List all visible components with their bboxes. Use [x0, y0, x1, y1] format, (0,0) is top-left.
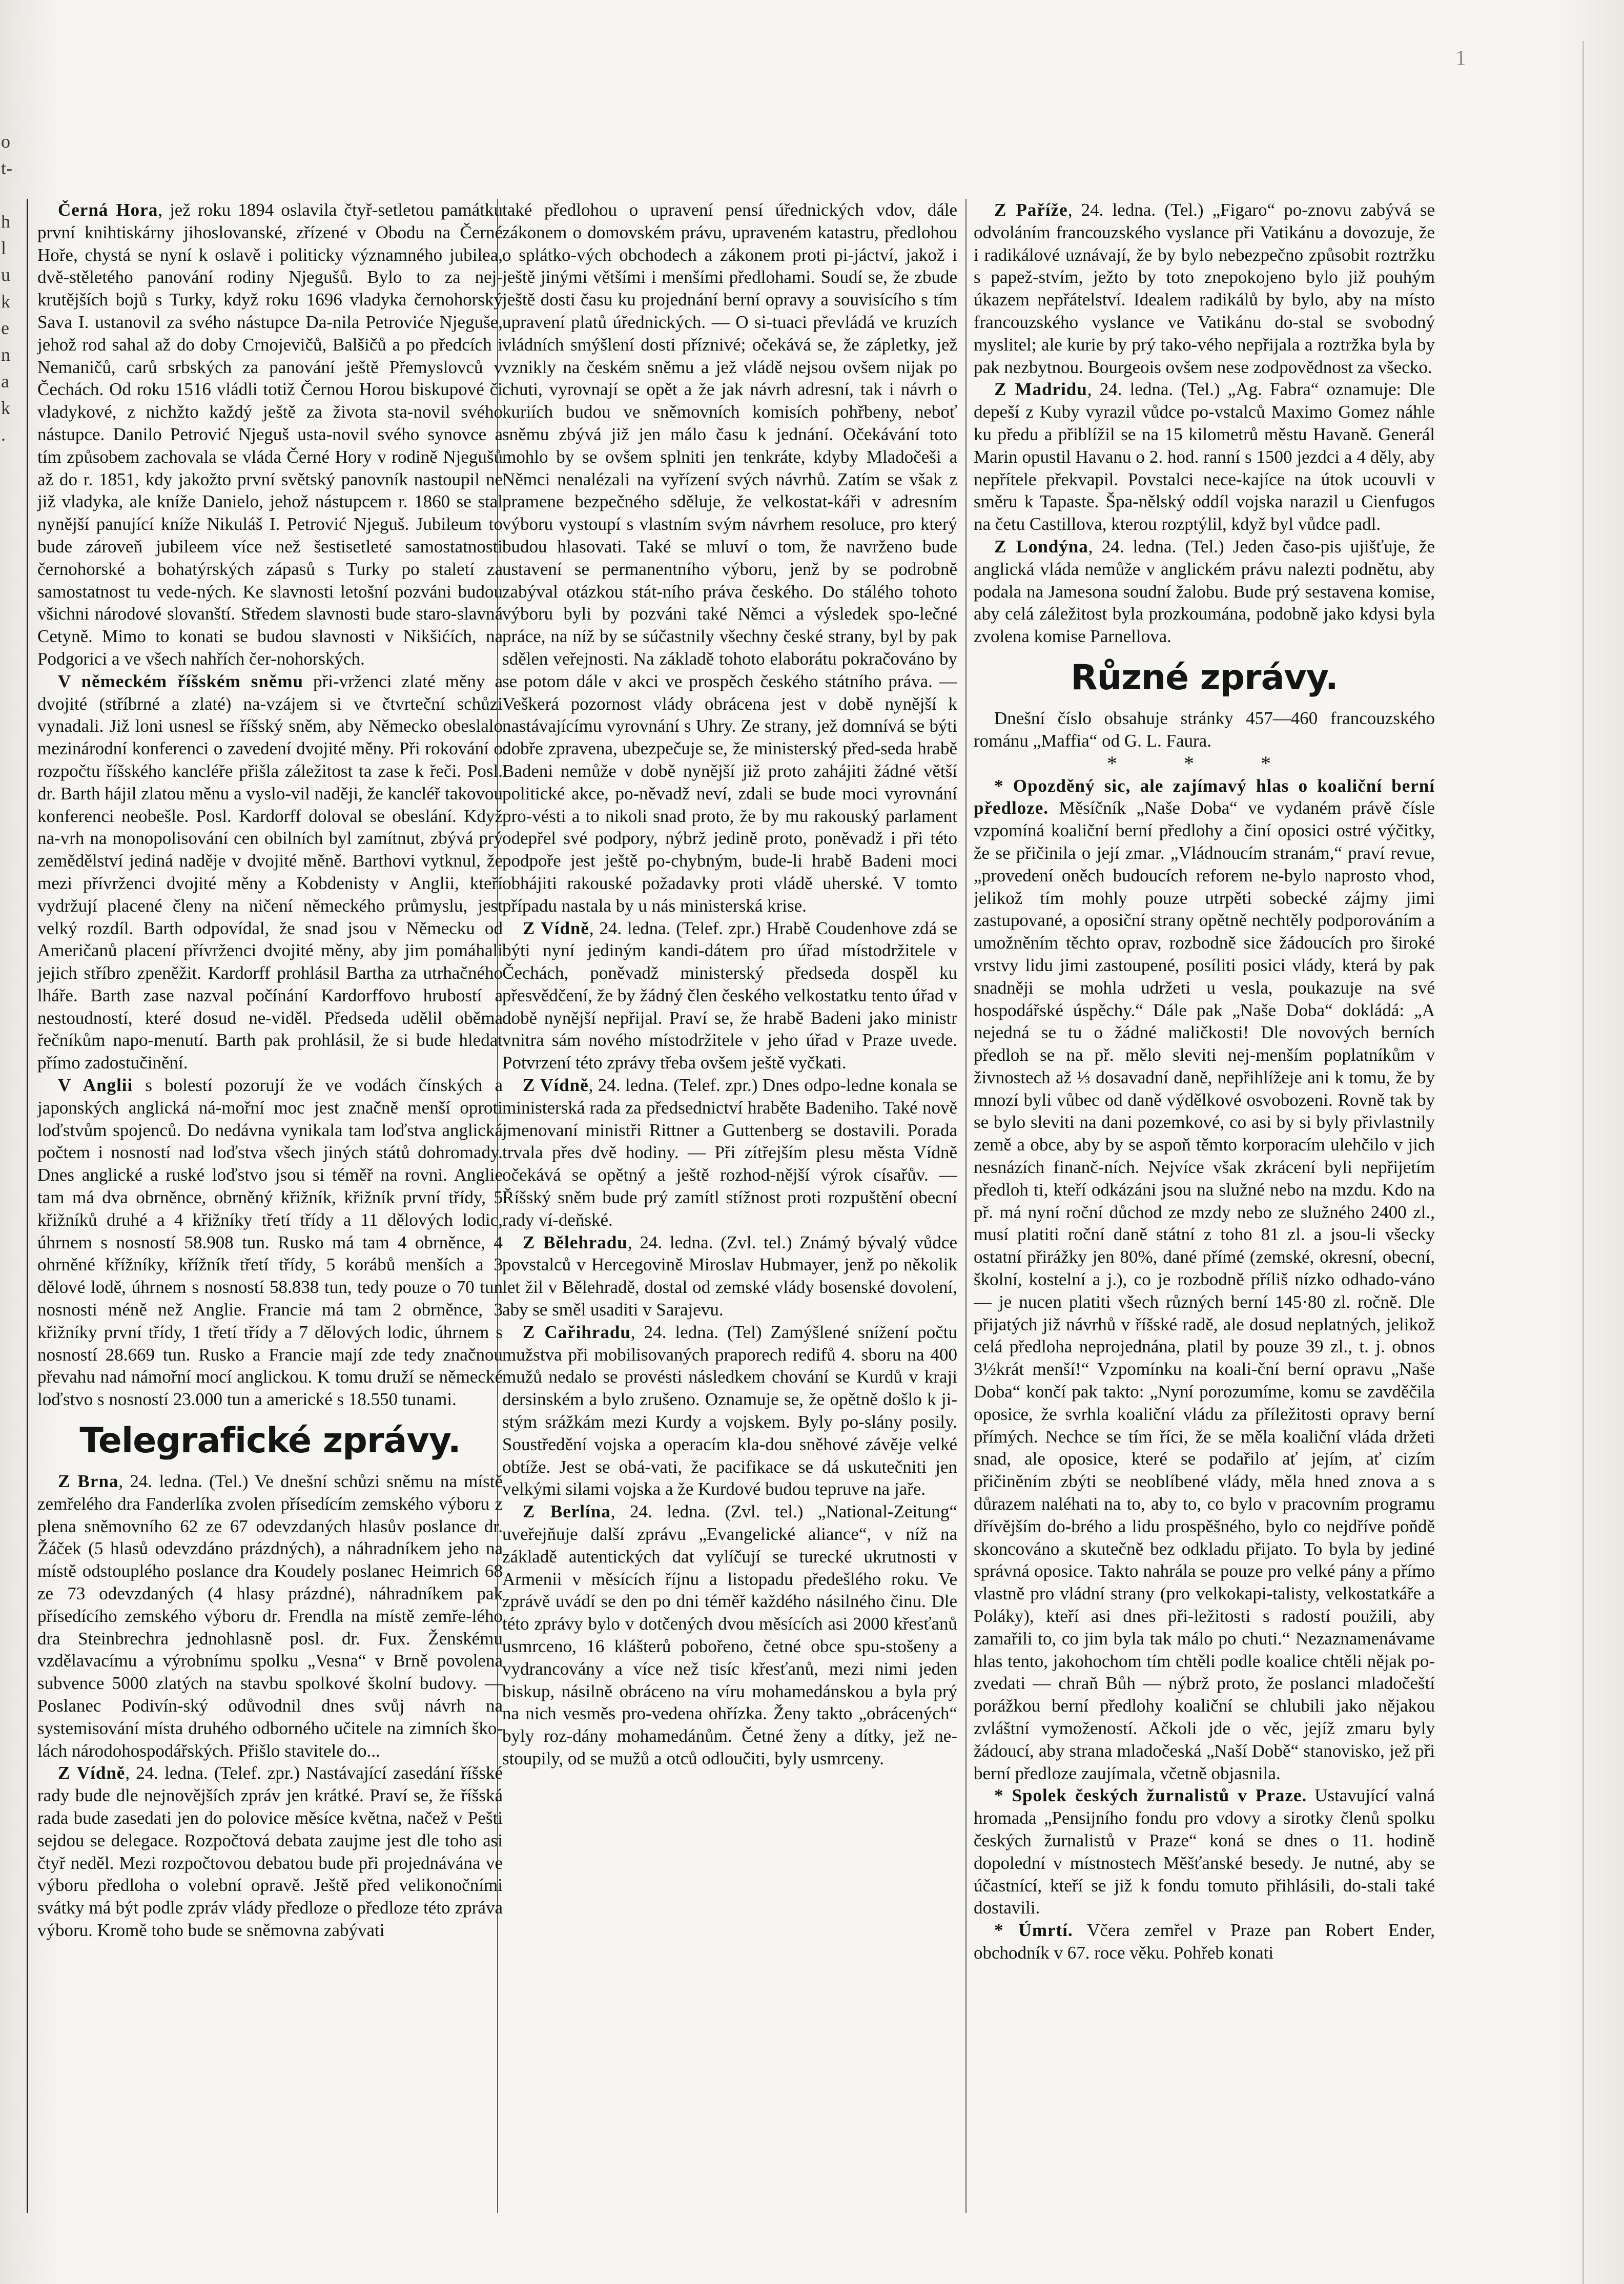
section-heading: Různé zprávy. — [1071, 657, 1338, 698]
article-lead: Z Vídně — [523, 1075, 589, 1096]
column-3 — [974, 199, 1435, 2213]
article-text: Ustavující valná hromada „Pensijního fondu pro vdovy a sirotky členů spolku českých žurnalistů v Praze“ koná se dnes o 11. hodině dopolední v místnostech Měšťanské besedy. Je nutné, aby se účastnící, kteří se již k fondu tomuto přihlásili, do-stali také dostavili. — [974, 1785, 1435, 1918]
article — [974, 378, 1435, 536]
article-text: při-vrženci zlaté měny a dvojité (stříbrné a zlaté) na-vzájem si ve čtvrteční schůzi vynadali. Již loni usnesl se říšský sněm, aby Německo obeslalo mezinárodní konferenci o zavedení dvojité měny. Při rokování o rozpočtu říšského kancléře přišla záležitost ta zase k řeči. Posl. dr. Barth hájil zlatou měnu a vyslo-vil naději, že kancléř takovou konferenci neobešle. Posl. Kardorff doloval se obeslání. Když na-vrh na monopolisování cen obilních byl zamítnut, zbývá prý zemědělství jediná naděje v dvojité měně. Barthovi vytknul, že mezi přívrženci dvojité měny a Kobdenisty v Anglii, kteří vydržují placené členy na ničení německého průmyslu, jest velký rozdíl. Barth odpovídal, že snad jsou v Německu od Američanů placení přívrženci dvojité měny, aby jim pomáhali jejich stříbro zpeněžit. Kardorff prohlásil Bartha za utrhačného lháře. Barth zase nazval počínání Kardorffovo hrubostí a nestoudností, které dosud ne-viděl. Předseda udělil oběma řečníkům napo-menutí. Barth pak prohlásil, že si bude hledat přímo zadostučinění. — [37, 671, 503, 1073]
article-lead: * Opozděný sic, ale zajímavý hlas o koaliční berní předloze. — [974, 775, 1435, 818]
article-text: , 24. ledna. (Tel.) Ve dnešní schůzi sněmu na místě zemřelého dra Fanderlíka zvolen přísedícím zemského výboru z plena sněmovního 62 ze 67 odevzdaných hlasův poslance dr. Žáček (5 hlasů odevzdáno prázdných), a náhradníkem jeho na místě odstouplého poslance dra Koudely poslanec Heimrich 68 ze 73 odevzdaných (4 hlasy prázdné), náhradníkem pak přísedícího zemského výboru dr. Frendla na místě zemře-lého dra Steinbrechra jednohlasně posl. dr. Fux. Ženskému vzdělavacímu a výrobnímu spolku „Vesna“ v Brně povolena subvence 5000 zlatých na stavbu spolkové školní budovy. — Poslanec Podivín-ský odůvodnil dnes svůj návrh na systemisování místa druhého odborného učitele na zimních ško-lách národohospodářských. Přišlo stavitele do... — [37, 1471, 503, 1761]
article — [502, 199, 957, 917]
article-lead: V německém říšském sněmu — [58, 671, 304, 691]
article-text: , 24. ledna. (Zvl. tel.) „National-Zeitung“ uveřejňuje další zprávu „Evangelické aliance“, v níž na základě autentických dat vylíčují se turecké ukrutnosti v Armenii v měsících říjnu a listopadu předešlého roku. Ve zprávě uvádí se den po dni téměř každého násilného činu. Dle této zprávy bylo v dotčených dvou měsících asi 2000 křesťanů usmrceno, 16 klášterů pobořeno, četné obce spu-stošeny a vydrancovány a více než tisíc křesťanů, mezi nimi jeden biskup, násilně obráceno na víru mohamedánskou a byla prý na nich vesměs pro-vedena ohřízka. Ženy takto „obrácených“ byly roz-dány mohamedánům. Četné ženy a dítky, jež ne-stoupily, od se mužů a otců odloučiti, byly usmrceny. — [502, 1501, 957, 1768]
article-text: , 24. ledna. (Zvl. tel.) Známý bývalý vůdce povstalců v Hercegovině Miroslav Hubmayer, jenž po několik let žil v Bělehradě, dostal od zemské vlády bosenské dovolení, aby se směl usaditi v Sarajevu. — [502, 1232, 957, 1320]
article — [37, 1470, 503, 1762]
page-edge-rule — [1582, 41, 1584, 2284]
article-text: , 24. ledna. (Telef. zpr.) Nastávající zasedání říšské rady bude dle nejnovějších zpráv jen krátké. Praví se, že říšská rada bude zasedati jen do polovice měsíce května, načež v Pešti sejdou se delegace. Rozpočtová debata zaujme jest dle toho asi čtyř neděl. Mezi rozpočtovou debatou bude při projednávána ve výboru předloha o volební opravě. Ještě před velikonočními svátky má být podle zpráv vlády předloze o předloze této zpráva výboru. Kromě toho bude se sněmovna zabývati — [37, 1763, 503, 1940]
article-text: také předlohou o upravení pensí úřednických vdov, dále zákonem o domovském právu, upraveném katastru, předlohou o splátko-vých obchodech a zákonem proti pi-jáctví, jakož i ještě jinými většími i menšími předlohami. Soudí se, že zbude ještě dosti času ku projednání berní opravy a souvisícího s tím upravení platů úřednických. — O si-tuaci převládá ve kruzích vládních smýšlení dosti příznivé; očekává se, že zápletky, jež vznikly na českém sněmu a jež vládě nejsou ovšem nijak po chuti, vyrovnají se opět a že jak návrh adresní, tak i návrh o kuriích budou ve sněmovních komisích pohřbeny, neboť sněmu zbývá již jen málo času k jednání. Očekávání toto mohlo by se ovšem splniti jen tenkráte, kdyby Mladočeši a Němci nenalézali na vyřízení svých návrhů. Zatím se však z pramene bezpečného sděluje, že velkostat-káři v adresním výboru vystoupí s vlastním svým návrhem resoluce, pro který budou hlasovati. Také se mluví o tom, že navrženo bude ustavení se permanentního výboru, jenž by se podrobně zabýval otázkou stát-ního práva českého. Do stálého tohoto výboru byli by pozváni také Němci a výsledek spo-lečné práce, na níž by se súčastnily všechny české strany, byl by pak sdělen veřejnosti. Na základě tohoto elaborátu pokračováno by se potom dále v akci ve prospěch českého státního práva. — Veškerá pozornost vlády obrácena jest v době nynější k nastávajícímu vyrovnání s Uhry. Ze strany, jež domnívá se býti dobře zpravena, ubezpečuje se, že ministerský před-seda hrabě Badeni nemůže v době nynější již proto zahájiti žádné větší politické akce, po-něvadž neví, zdali se bude moci vyrovnání pro-vésti a to nikoli snad proto, že by mu rakouský parlament odepřel své podpory, nýbrž jedině proto, poněvadž i při této podpoře jest ještě po-chybným, bude-li hrabě Badeni moci obhájiti rakouské požadavky proti vládě uherské. V tomto případu nastala by u nás ministerská krise. — [502, 200, 957, 916]
article-text: , 24. ledna. (Tel.) Jeden časo-pis ujišťuje, že anglická vláda nemůže v anglickém právu nalezti podnětu, aby podala na Jamesona soudní žalobu. Bude prý sestavena komise, aby celá záležitost byla prozkoumána, podobně jako kdysi byla zvolena komise Parnellova. — [974, 536, 1435, 647]
article-text: , 24. ledna. (Tel) Zamýšlené snížení počtu mužstva při mobilisovaných praporech redifů 4. sboru na 400 mužů nedalo se provésti následkem chování se Kurdů v kraji dersinském a bylo zrušeno. Oznamuje se, že opětně došlo k ji-stým srážkám mezi Kurdy a vojskem. Byly po-slány posily. Soustředění vojska a operacím kla-dou sněhové závěje velké obtíže. Jest se obá-vati, že pacifikace se dá uskutečniti jen velkými silami vojska a že Kurdové budou tepruve na jaře. — [502, 1322, 957, 1499]
article-text: Včera zemřel v Praze pan Robert Ender, obchodník v 67. roce věku. Pohřeb konati — [974, 1920, 1435, 1963]
article-lead: Z Paříže — [994, 200, 1068, 220]
article — [502, 917, 957, 1075]
article-lead: Z Berlína — [523, 1501, 611, 1522]
article — [37, 199, 503, 670]
article-text: s bolestí pozorují že ve vodách čínských a japonských anglická ná-mořní moc jest značně menší oproti loďstvům spojenců. Do nedávna vynikala tam loďstva anglická počtem i nosností nad loďstva všech jiných států dohromady. Dnes anglické a ruské loďstvo jsou si téměř na rovni. Anglie tam má dva obrněnce, obrněný křižník, křižník první třídy, 5 křižníků druhé a 4 křižníky třetí třídy a 11 dělových lodic, úhrnem s nosností 58.908 tun. Rusko má tam 4 obrněnce, 4 ohrněné křížníky, křížník třetí třídy, 5 korábů menších a 3 dělové lodě, úhrnem s nosností 58.838 tun, tedy pouze o 70 tun nosnosti méně než Anglie. Francie má tam 2 obrněnce, 3 křižníky první třídy, 1 třetí třídy a 7 dělových lodic, úhrnem s nosností 28.669 tun. Rusko a Francie mají zde tedy značnou převahu nad námořní mocí anglickou. K tomu druží se německé loďstvo s nosností 23.000 tun a americké s 18.550 tunami. — [37, 1075, 503, 1410]
article — [37, 670, 503, 1074]
article-lead: Z Brna — [58, 1471, 119, 1492]
article-text: Měsíčník „Naše Doba“ ve vydaném právě čísle vzpomíná koaliční berní předlohy a činí oposici ostré výčitky, že se přičinila o její zmar. „Vládnoucím stranám,“ praví revue, „provedení oněch budoucích reforem ne-bylo naprosto vhod, jelikož tím mohly pouze utrpěti sobecké zájmy jimi zastupované, a oposiční strany opětně nechtěly podporováním a umožněním těchto oprav, rozbodně sice žádoucích pro široké vrstvy lidu jimi zastoupené, posíliti posici vlády, která by pak snadněji se mohla udržeti u vesla, poukazuje na své hospodářské úspěchy.“ Dále pak „Naše Doba“ dokládá: „A nejedná se tu o žádné maličkosti! Dle novových berních předloh se na př. mělo sleviti nej-menším poplatníkům v živnostech až ⅓ dosavadní daně, nepřihlížeje ani k tomu, že by mnozí byli vůbec od daně výdělkové osvobozeni. Rovně tak by se bylo sleviti na dani pozemkové, co asi by si byly přivlastnily země a obce, aby by se aspoň těmto korporacím ulehčilo v jich nesnázích finanč-ních. Nejvíce však zkrácení byli nepřijetím předloh ti, kteří odkázáni jsou na služné nebo na mzdu. Kdo na př. má nyní roční důchod ze mzdy nebo ze služného 2400 zl., musí platiti roční daně státní z toho 81 zl. a jsou-li všecky ostatní přirážky jen 80%, dané přímé (zemské, okresní, obecní, školní, kostelní a j.), co je rozbodně příliš nízko odhado-váno — je nucen platiti všech různých berní 145·80 zl. ročně. Dle přijatých již návrhů v říšské radě, ale dosud neplatných, jelikož celá předloha neprojednána, platil by pouze 39 zl., t. j. obnos 3½krát menší!“ Vzpomínku na koali-ční berní opravu „Naše Doba“ končí pak takto: „Nyní porozumíme, komu se zavděčila oposice, že svrhla koaliční vládu za příležitosti opravy berní přímých. Nechce se tím říci, že se měla koaliční vláda držeti snad, ale oposice, které se podařilo ať jejím, ať cizím přičiněním zbýti se neoblíbené vlády, měla hned znova a s důrazem naléhati na to, aby to, co bylo v pracovním programu dřívějším do-brého a lidu prospěšného, bylo co nejdříve poňdě skoncováno a skutečně bez odkladu přijato. To byla by jediné správná oposice. Takto nahrála se pouze pro velké pány a přímo vlastně pro vládní strany (pro velkokapi-talisty, velkostatkáře a Poláky), kteří asi dnes při-ležitosti s radostí použili, aby zamařili to, co jim byla tak málo po chuti.“ Nezaznamenávame hlas tento, jakohochom tím chtěli podle koalice chtěli nějak po-zvedati — chraň Bůh — nýbrž proto, že poslanci mladočeští porážkou berní předlohy koaliční se chlubili jako nějakou zvláštní vymožeností. Ačkoli jde o věc, jejíž zmaru byly žádoucí, aby strana mladočeská „Naší Době“ stanovisko, jež při berní předloze zaujímala, včetně objasnila. — [974, 798, 1435, 1783]
article — [502, 1231, 957, 1321]
column-divider — [965, 199, 967, 2213]
article-lead: Z Bělehradu — [523, 1232, 628, 1252]
pencil-mark: 1 — [1455, 47, 1466, 70]
article-lead: Z Vídně — [58, 1763, 126, 1783]
article-text: , 24. ledna. (Tel.) „Ag. Fabra“ oznamuje: Dle depeší z Kuby vyrazil vůdce po-vstalců Maximo Gomez náhle ku předu a přiblížil se na 15 kilometrů městu Havaně. Generál Marin opustil Havanu o 2. hod. ranní s 1500 jezdci a 4 děly, aby nepřítele překvapil. Povstalci nece-kajíce na útok ucouvli v směru k Tapaste. Špa-nělský oddíl vojska narazil u Cienfugos na četu Castillova, kterou rozptýlil, když byl vůdce padl. — [974, 379, 1435, 534]
left-margin-fragment: o t- h l u k e n a k . — [1, 131, 12, 445]
article-text: , 24. ledna. (Tel.) „Figaro“ po-znovu zabývá se odvoláním francouzského vyslance při Vatikánu a dovozuje, že i radikálové uznávají, že by bylo nebezpečno způsobit roztržku s papež-stvím, ježto by toto znepokojeno bylo již pouhým úkazem nepřátelství. Idealem radikálů by bylo, aby na místo francouzského vyslance ve Vatikánu do-stal se svobodný myslitel; ale kurie by prý tako-vého nepřijala a roztržka byla by pak nezbytnou. Bourgeois ovšem nese zodpovědnost za všecko. — [974, 200, 1435, 377]
article-lead: Z Vídně — [523, 918, 589, 938]
article — [37, 1074, 503, 1411]
column-2 — [502, 199, 957, 2213]
article-text: , 24. ledna. (Telef. zpr.) Hrabě Coudenhove zdá se býti nyní jediným kandi-dátem pro úřad místodržitele v Čechách, poněvadž ministerský předseda dospěl ku přesvědčení, že by žádný člen českého velkostatku tento úřad v době nynější nepřijal. Praví se, že hrabě Badeni jako ministr vnitra sám nového místodržitele v jeho úřad v Praze uvede. Potvrzení této zprávy třeba ovšem ještě vyčkati. — [502, 918, 957, 1073]
article — [974, 1919, 1435, 1964]
article-text: , jež roku 1894 oslavila čtyř-setletou památku první knihtiskárny jihoslovanské, zřízené v Obodu na Černé Hoře, chystá se nyní k oslavě i politicky významného jubilea, dvě-stěletého panování rodiny Njegušů. Bylo to za nej-krutějších bojů s Turky, když roku 1696 vladyka černohorský Sava I. ustanovil za svého nástupce Da-nila Petroviće Njeguše, jehož rod sahal až do doby Crnojevičů, Balšičů a po předcích i Nemaničů, carů srbských za panování ještě Přemyslovců v Čechách. Od roku 1516 vládli totiž Černou Horou biskupové či vladykové, z nichžto každý ještě za života sta-novil svého nástupce. Danilo Petrović Njeguš usta-novil svého synovce a tím způsobem zachovala se vláda Černé Hory v rodině Njegušů až do r. 1851, kdy jakožto první světský panovník nastoupil ne již vladyka, ale kníže Danielo, jehož nástupcem r. 1860 se stal nynější panující kníže Nikuláš I. Petrović Njeguš. Jubileum to bude zároveň jubileem více než šestisetleté samostatnosti černohorské a bohatýrských zápasů s Turky po staletí za samostatnost tu vede-ných. Ke slavnosti letošní pozváni budou všichni národové slovanští. Středem slavnosti bude staro-slavná Cetyně. Mimo to konati se budou slavnosti v Nikšićích, na Podgorici a ve všech nahřích čer-nohorských. — [37, 200, 503, 669]
section-heading: Telegrafické zprávy. — [79, 1421, 461, 1462]
article-lead: * Spolek českých žurnalistů v Praze. — [994, 1785, 1307, 1806]
article — [974, 536, 1435, 648]
separator-stars: * * * — [1107, 751, 1302, 775]
article — [502, 1500, 957, 1770]
article — [37, 1762, 503, 1941]
article-lead: V Anglii — [58, 1075, 133, 1096]
column-1 — [27, 199, 503, 2213]
article-lead: Z Londýna — [994, 536, 1088, 557]
article-lead: Z Madridu — [994, 379, 1087, 400]
article — [502, 1321, 957, 1500]
article — [502, 1074, 957, 1231]
article-lead: Z Cařihradu — [523, 1322, 631, 1342]
article-lead: Černá Hora — [58, 200, 158, 220]
article — [974, 199, 1435, 378]
article — [974, 1784, 1435, 1919]
article-lead: * Úmrtí. — [994, 1920, 1073, 1941]
article-text: , 24. ledna. (Telef. zpr.) Dnes odpo-ledne konala se ministerská rada za předsednictví hraběte Badeniho. Také nově jmenovaní ministři Rittner a Guttenberg se dostavili. Porada trvala přes dvě hodiny. — Při zítřejším plesu města Vídně očekává se opětný a ještě rozhod-nější výrok císařův. — Říšský sněm bude prý zamítl stížnost proti rozpuštění obecní rady ví-deňské. — [502, 1075, 957, 1230]
issue-note: Dnešní číslo obsahuje stránky 457—460 francouzského románu „Maffia“ od G. L. Faura. — [974, 708, 1435, 751]
article — [974, 775, 1435, 1785]
